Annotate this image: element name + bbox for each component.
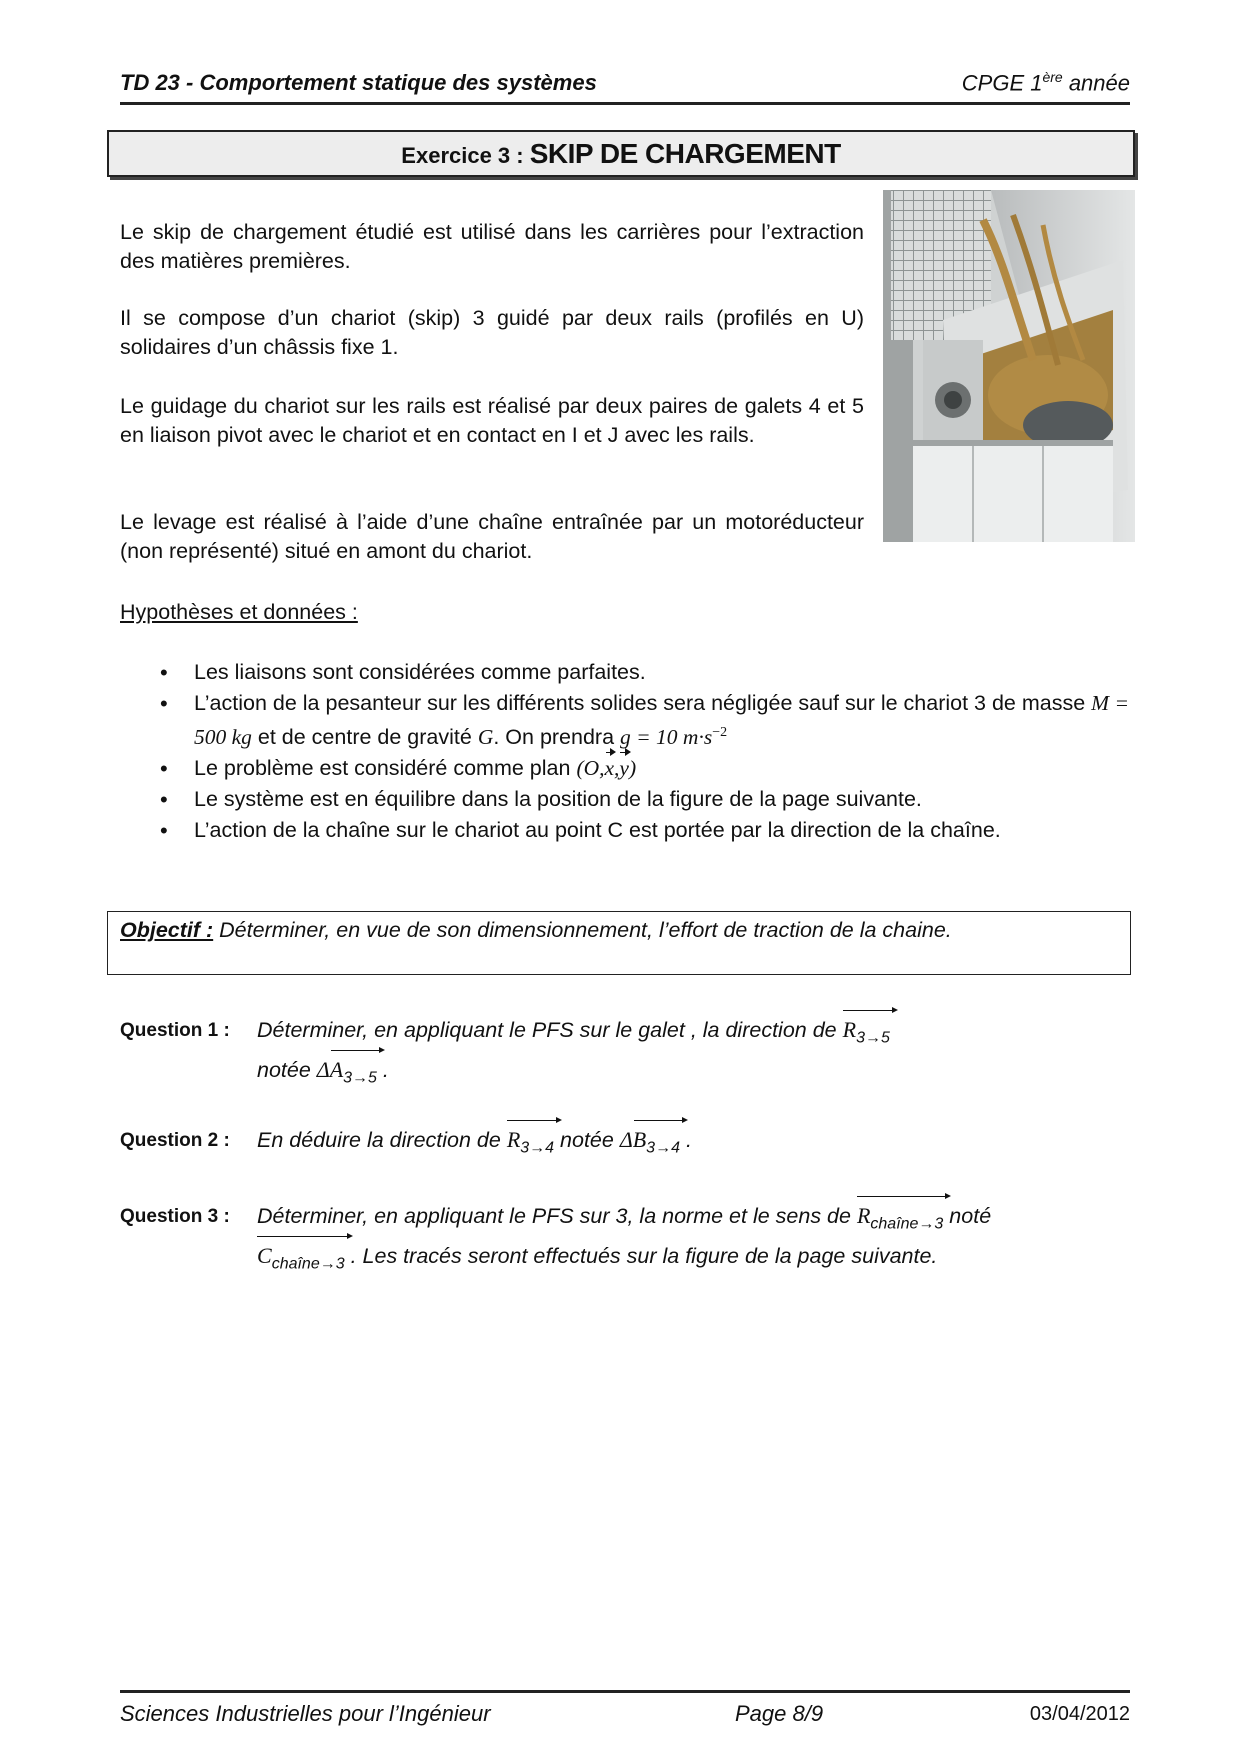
intro-paragraph-3: Le guidage du chariot sur les rails est réalisé par deux paires de galets 4 et 5 en liaison pivot avec le chariot et en contact en I et J avec les rails.: [120, 394, 864, 447]
hypothesis-text: et de centre de gravité: [251, 725, 478, 750]
force-symbol: R: [856, 1203, 871, 1228]
question-3: [120, 1200, 1130, 1281]
force-symbol: R: [506, 1127, 521, 1152]
exercise-number: Exercice 3 :: [401, 143, 530, 168]
y-vector: y: [619, 754, 629, 783]
hypothesis-text: Les liaisons sont considérées comme parfaites.: [194, 660, 646, 684]
hypothesis-text: . On prendra: [493, 725, 621, 750]
hypothesis-text: L’action de la chaîne sur le chariot au point C est portée par la direction de la chaîne.: [194, 818, 1001, 843]
force-cchaine3: [257, 1240, 345, 1280]
hypothesis-text: L’action de la pesanteur sur les différents solides sera négligée sauf sur le chariot 3 de masse: [194, 691, 1092, 715]
hypothesis-item: [120, 785, 1130, 814]
force-symbol: C: [257, 1243, 272, 1269]
exercise-title-box: [107, 130, 1135, 177]
question-1-text: [257, 1014, 1130, 1095]
force-symbol: R: [842, 1017, 857, 1042]
hypothesis-item: [120, 658, 1130, 687]
gravity-exponent: −2: [712, 725, 728, 740]
page-footer: [120, 1690, 1130, 1733]
header-class-level: [962, 69, 1130, 96]
force-subscript: chaîne→3: [271, 1255, 345, 1273]
header-class-suffix: année: [1062, 70, 1130, 95]
hypothesis-item: [120, 689, 1130, 752]
gravity-value: g = 10 m·s: [620, 725, 713, 750]
hypotheses-heading: Hypothèses et données :: [120, 600, 358, 624]
question-text: noté: [943, 1204, 992, 1228]
footer-date: 03/04/2012: [1029, 1703, 1130, 1725]
hypothesis-item: [120, 754, 1130, 783]
question-text: notée: [257, 1058, 317, 1083]
mass-formula: M = 500 kg: [194, 691, 1129, 750]
direction-b34: [620, 1124, 680, 1164]
direction-symbol: ΔA: [316, 1057, 344, 1083]
gravity-formula: [620, 725, 727, 749]
page-header: [120, 70, 1130, 105]
plane-open: (O,: [576, 756, 605, 781]
question-2-label: Question 2 :: [120, 1130, 230, 1151]
intro-paragraph-4: Le levage est réalisé à l’aide d’une chaîne entraînée par un motoréducteur (non représenté) situé en amont du chariot.: [120, 510, 864, 563]
force-subscript: 3→5: [856, 1029, 890, 1047]
force-subscript: chaîne→3: [870, 1215, 944, 1233]
skip-photo: [883, 190, 1135, 542]
question-text: notée: [554, 1128, 620, 1152]
question-text: Déterminer, en appliquant le PFS sur le galet , la direction de: [257, 1018, 843, 1042]
question-text: .: [376, 1058, 389, 1083]
direction-subscript: 3→4: [646, 1139, 680, 1157]
x-vector: x: [605, 754, 615, 783]
question-2: [120, 1124, 1130, 1164]
plane-notation: [576, 756, 636, 780]
question-3-label: Question 3 :: [120, 1206, 230, 1227]
footer-subject: Sciences Industrielles pour l’Ingénieur: [120, 1701, 491, 1726]
intro-paragraph-2: Il se compose d’un chariot (skip) 3 guidé par deux rails (profilés en U) solidaires d’un châssis fixe 1.: [120, 306, 864, 359]
force-subscript: 3→4: [520, 1139, 555, 1157]
plane-close: ): [628, 756, 637, 781]
hypothesis-item: [120, 816, 1130, 845]
hypothesis-text: Le système est en équilibre dans la position de la figure de la page suivante.: [194, 787, 922, 812]
objective-text: Déterminer, en vue de son dimensionnement, l’effort de traction de la chaine.: [213, 918, 952, 942]
intro-paragraph-1: Le skip de chargement étudié est utilisé dans les carrières pour l’extraction des matières premières.: [120, 220, 864, 273]
direction-subscript: 3→5: [343, 1069, 377, 1087]
question-2-text: [257, 1124, 1130, 1164]
direction-a35: [317, 1054, 377, 1094]
force-rchaine3: [857, 1200, 943, 1240]
question-1-label: Question 1 :: [120, 1020, 230, 1041]
hypotheses-list: [120, 658, 1130, 847]
question-text: En déduire la direction de: [257, 1128, 507, 1152]
direction-symbol: ΔB: [619, 1127, 647, 1152]
force-r34: [507, 1124, 554, 1164]
question-text: . Les tracés seront effectués sur la figure de la page suivante.: [344, 1244, 938, 1269]
objective-label: Objectif :: [120, 918, 214, 942]
plane-comma: ,: [614, 756, 620, 781]
question-3-text: [257, 1200, 1130, 1281]
force-r35: [843, 1014, 890, 1054]
footer-page-number: Page 8/9: [735, 1701, 824, 1726]
gravity-center-symbol: G: [477, 725, 494, 750]
header-course-title: TD 23 - Comportement statique des systèmes: [120, 70, 597, 95]
exercise-title: SKIP DE CHARGEMENT: [529, 138, 841, 169]
header-class-prefix: CPGE 1: [961, 70, 1043, 95]
question-1: [120, 1014, 1130, 1095]
question-text: .: [679, 1128, 692, 1152]
hypothesis-text: Le problème est considéré comme plan: [194, 756, 577, 781]
header-class-sup: ère: [1042, 68, 1063, 85]
objective-box: [107, 911, 1131, 975]
question-text: Déterminer, en appliquant le PFS sur 3, la norme et le sens de: [257, 1204, 857, 1228]
